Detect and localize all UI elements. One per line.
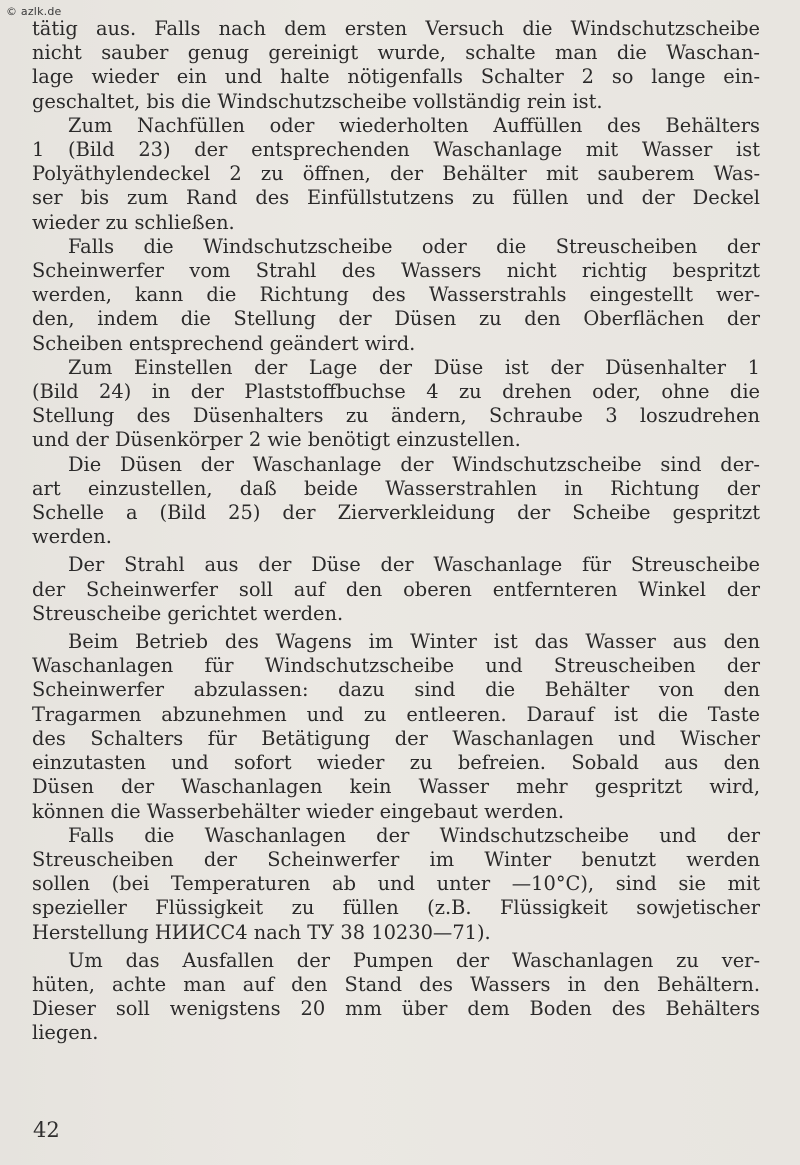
paragraph-6 (32, 553, 760, 626)
text-line: Dieser soll wenigstens 20 mm über dem Boden des Behälters (32, 997, 760, 1021)
text-line: Falls die Waschanlagen der Windschutzscheibe und der (68, 823, 760, 847)
text-line: Um das Ausfallen der Pumpen der Waschanlagen zu ver- (68, 948, 760, 972)
text-line: können die Wasserbehälter wieder eingebaut werden. (32, 799, 565, 823)
text-line: Polyäthylendeckel 2 zu öffnen, der Behälter mit sauberem Was- (32, 162, 760, 186)
text-line: Zum Einstellen der Lage der Düse ist der Düsenhalter 1 (68, 355, 760, 379)
body-text (32, 17, 760, 1046)
text-line: Die Düsen der Waschanlage der Windschutzscheibe sind der- (68, 452, 760, 476)
text-line: Streuscheibe gerichtet werden. (32, 601, 344, 625)
text-line: lage wieder ein und halte nötigenfalls Schalter 2 so lange ein- (32, 65, 760, 89)
text-line: nicht sauber genug gereinigt wurde, schalte man die Waschan- (32, 41, 760, 65)
text-line: 1 (Bild 23) der entsprechenden Waschanlage mit Wasser ist (32, 138, 760, 162)
text-line: tätig aus. Falls nach dem ersten Versuch die Windschutzscheibe (32, 17, 760, 40)
text-line: Tragarmen abzunehmen und zu entleeren. Darauf ist die Taste (32, 702, 760, 726)
text-line: Zum Nachfüllen oder wiederholten Auffüllen des Behälters (68, 113, 760, 137)
text-line: des Schalters für Betätigung der Waschanlagen und Wischer (32, 726, 760, 750)
text-line: Streuscheiben der Scheinwerfer im Winter benutzt werden (32, 847, 760, 871)
text-line: Düsen der Waschanlagen kein Wasser mehr gespritzt wird, (32, 775, 760, 799)
paragraph-3 (32, 235, 760, 356)
text-line: liegen. (32, 1021, 99, 1045)
text-line: wieder zu schließen. (32, 210, 235, 234)
text-line: sollen (bei Temperaturen ab und unter —10°C), sind sie mit (32, 872, 760, 896)
text-line: und der Düsenkörper 2 wie benötigt einzustellen. (32, 428, 521, 452)
text-line: werden. (32, 525, 112, 549)
text-line: spezieller Flüssigkeit zu füllen (z.B. Flüssigkeit sowjetischer (32, 896, 760, 920)
text-line: Falls die Windschutzscheibe oder die Streuscheiben der (68, 234, 760, 258)
text-line: Scheinwerfer abzulassen: dazu sind die Behälter von den (32, 678, 760, 702)
text-line: art einzustellen, daß beide Wasserstrahlen in Richtung der (32, 476, 760, 500)
text-line: (Bild 24) in der Plaststoffbuchse 4 zu drehen oder, ohne die (32, 380, 760, 404)
text-line: Herstellung НИИСС4 nach ТУ 38 10230—71). (32, 920, 491, 944)
watermark: © azlk.de (6, 5, 62, 18)
text-line: Scheiben entsprechend geändert wird. (32, 331, 416, 355)
paragraph-4 (32, 356, 760, 453)
text-line: geschaltet, bis die Windschutzscheibe vollständig rein ist. (32, 89, 603, 113)
text-line: Scheinwerfer vom Strahl des Wassers nicht richtig bespritzt (32, 259, 760, 283)
text-line: der Scheinwerfer soll auf den oberen entfernteren Winkel der (32, 577, 760, 601)
text-line: Stellung des Düsenhalters zu ändern, Schraube 3 loszudrehen (32, 404, 760, 428)
text-line: ser bis zum Rand des Einfüllstutzens zu füllen und der Deckel (32, 186, 760, 210)
paragraph-2 (32, 114, 760, 235)
paragraph-1 (32, 17, 760, 114)
paragraph-9 (32, 949, 760, 1046)
paragraph-7 (32, 630, 760, 824)
text-line: den, indem die Stellung der Düsen zu den Oberflächen der (32, 307, 760, 331)
paragraph-8 (32, 824, 760, 945)
text-line: hüten, achte man auf den Stand des Wassers in den Behältern. (32, 972, 760, 996)
page-number: 42 (33, 1118, 60, 1142)
text-line: werden, kann die Richtung des Wasserstrahls eingestellt wer- (32, 283, 760, 307)
text-line: Der Strahl aus der Düse der Waschanlage für Streuscheibe (68, 553, 760, 577)
text-line: einzutasten und sofort wieder zu befreien. Sobald aus den (32, 751, 760, 775)
text-line: Waschanlagen für Windschutzscheibe und Streuscheiben der (32, 654, 760, 678)
paragraph-5 (32, 453, 760, 550)
text-line: Beim Betrieb des Wagens im Winter ist das Wasser aus den (68, 630, 760, 654)
text-line: Schelle a (Bild 25) der Zierverkleidung der Scheibe gespritzt (32, 501, 760, 525)
